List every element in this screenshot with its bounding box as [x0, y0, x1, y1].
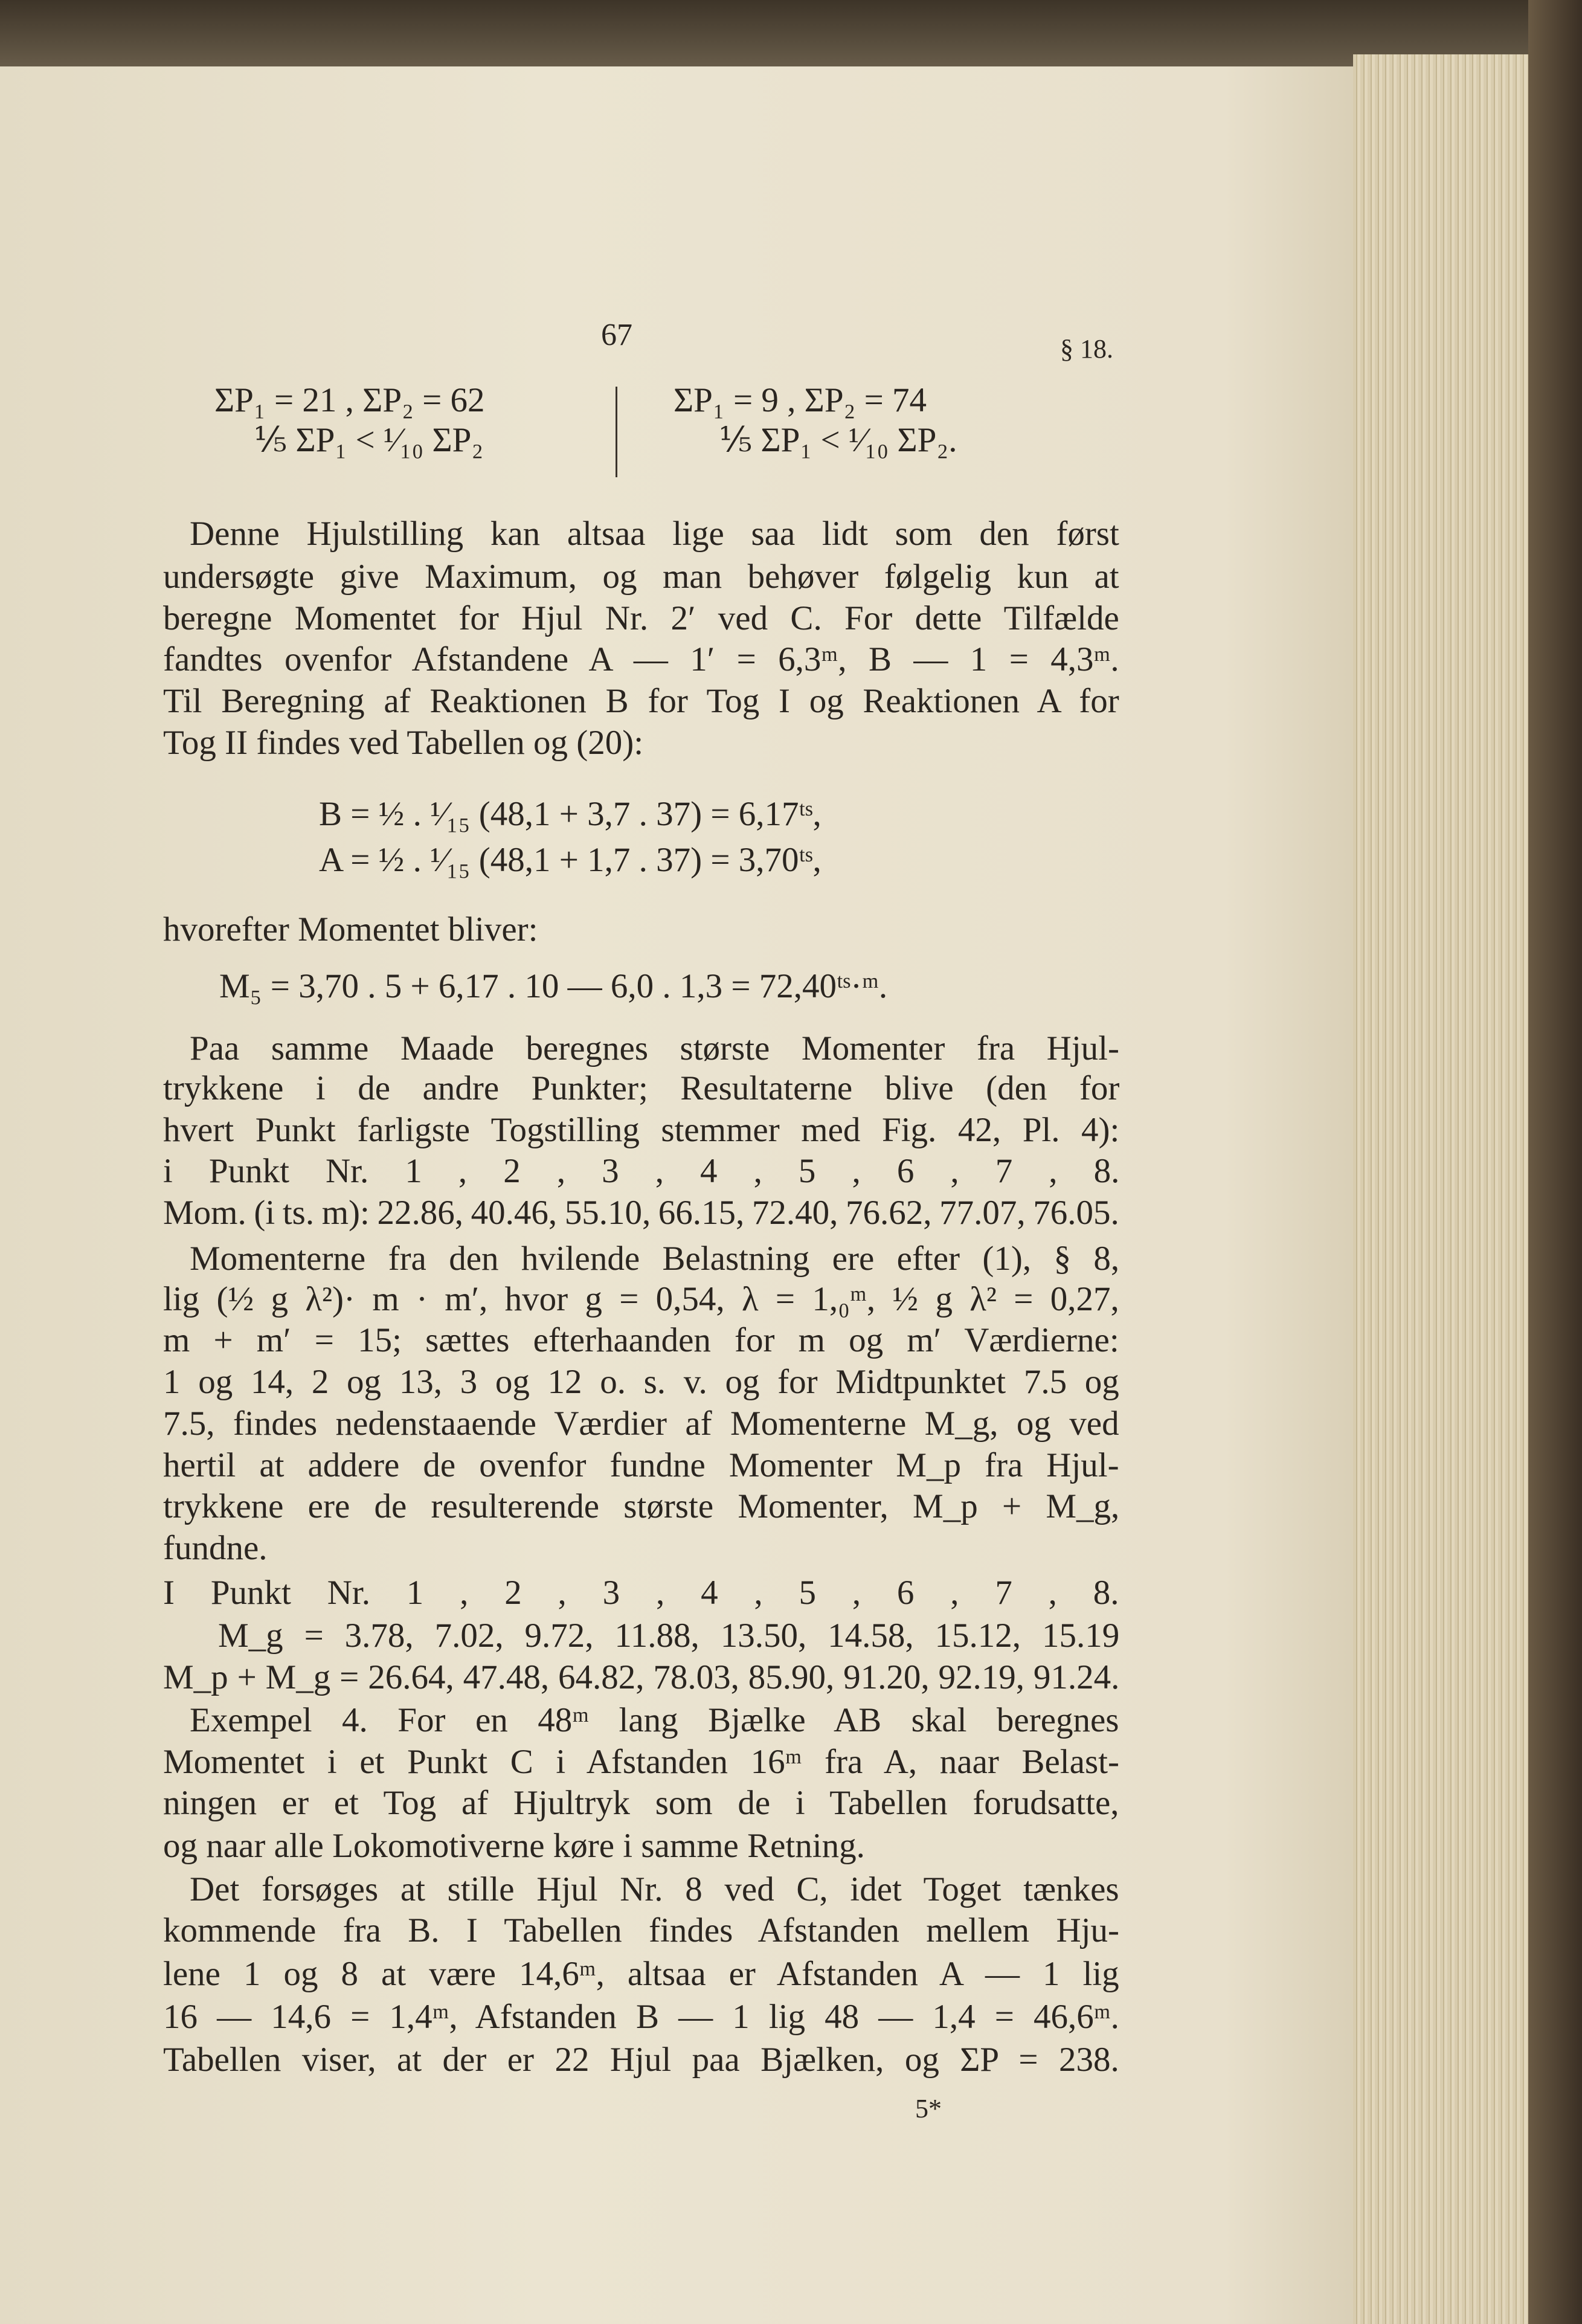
text-line: undersøgte give Maximum, og man behøver følgelig kun at: [163, 558, 1119, 596]
text-line: 7.5, findes nedenstaaende Værdier af Momenterne M_g, og ved: [163, 1405, 1119, 1443]
text-line: i Punkt Nr. 1 , 2 , 3 , 4 , 5 , 6 , 7 , 8.: [163, 1152, 1120, 1190]
page-number: 67: [601, 318, 632, 352]
text-line: hertil at addere de ovenfor fundne Momenter M_p fra Hjul-: [163, 1446, 1119, 1484]
text-line: Tabellen viser, at der er 22 Hjul paa Bjælken, og ΣP = 238.: [163, 2041, 1119, 2079]
text-line: fandtes ovenfor Afstandene A — 1′ = 6,3ᵐ, B — 1 = 4,3ᵐ.: [163, 640, 1119, 678]
text-line: Til Beregning af Reaktionen B for Tog I og Reaktionen A for: [163, 682, 1119, 720]
formula-right-1: ΣP₁ = 9 , ΣP₂ = 74: [674, 381, 927, 419]
text-line: Momentet i et Punkt C i Afstanden 16ᵐ fra A, naar Belast-: [163, 1743, 1119, 1781]
text-line: ningen er et Tog af Hjultryk som de i Tabellen forudsatte,: [163, 1784, 1119, 1822]
section-number: § 18.: [1060, 334, 1113, 364]
text-line: hvert Punkt farligste Togstilling stemmer med Fig. 42, Pl. 4):: [163, 1111, 1120, 1149]
text-line: A = ½ . ¹⁄₁₅ (48,1 + 1,7 . 37) = 3,70ᵗˢ,: [319, 841, 822, 879]
text-line: Tog II findes ved Tabellen og (20):: [163, 724, 644, 762]
text-line: Exempel 4. For en 48ᵐ lang Bjælke AB skal beregnes: [190, 1701, 1119, 1739]
signature-mark: 5*: [915, 2094, 942, 2123]
text-line: 16 — 14,6 = 1,4ᵐ, Afstanden B — 1 lig 48 — 1,4 = 46,6ᵐ.: [163, 1998, 1119, 2036]
text-line: trykkene i de andre Punkter; Resultaterne blive (den for: [163, 1069, 1120, 1107]
formula-left-2: ⅕ ΣP₁ < ¹⁄₁₀ ΣP₂: [254, 421, 484, 459]
formula-right-2: ⅕ ΣP₁ < ¹⁄₁₀ ΣP₂.: [719, 421, 957, 459]
text-line: lene 1 og 8 at være 14,6ᵐ, altsaa er Afstanden A — 1 lig: [163, 1955, 1119, 1993]
text-line: Mom. (i ts. m): 22.86, 40.46, 55.10, 66.15, 72.40, 76.62, 77.07, 76.05.: [163, 1194, 1119, 1232]
text-line: M_g = 3.78, 7.02, 9.72, 11.88, 13.50, 14.58, 15.12, 15.19: [218, 1617, 1120, 1655]
text-line: beregne Momentet for Hjul Nr. 2′ ved C. For dette Tilfælde: [163, 599, 1119, 637]
formula-left-1: ΣP₁ = 21 , ΣP₂ = 62: [214, 381, 485, 419]
text-line: Paa samme Maade beregnes største Momenter fra Hjul-: [190, 1029, 1119, 1067]
text-line: Denne Hjulstilling kan altsaa lige saa lidt som den først: [190, 515, 1119, 553]
text-line: 1 og 14, 2 og 13, 3 og 12 o. s. v. og for Midtpunktet 7.5 og: [163, 1363, 1119, 1401]
text-line: B = ½ . ¹⁄₁₅ (48,1 + 3,7 . 37) = 6,17ᵗˢ,: [319, 795, 822, 833]
text-line: I Punkt Nr. 1 , 2 , 3 , 4 , 5 , 6 , 7 , 8.: [163, 1574, 1119, 1612]
text-line: Momenterne fra den hvilende Belastning ere efter (1), § 8,: [190, 1240, 1120, 1278]
text-line: trykkene ere de resulterende største Momenter, M_p + M_g,: [163, 1487, 1120, 1525]
text-line: M₅ = 3,70 . 5 + 6,17 . 10 — 6,0 . 1,3 = 72,40ᵗˢ·ᵐ.: [219, 967, 888, 1005]
text-line: lig (½ g λ²)· m · m′, hvor g = 0,54, λ = 1,₀ᵐ, ½ g λ² = 0,27,: [163, 1280, 1119, 1318]
text-line: Det forsøges at stille Hjul Nr. 8 ved C, idet Toget tænkes: [190, 1870, 1119, 1908]
formula-divider: [616, 387, 617, 477]
text-line: kommende fra B. I Tabellen findes Afstanden mellem Hju-: [163, 1911, 1120, 1949]
text-line: hvorefter Momentet bliver:: [163, 910, 538, 948]
page-edges: [1353, 54, 1528, 2324]
book-cover-edge: [1528, 0, 1582, 2324]
text-line: og naar alle Lokomotiverne køre i samme Retning.: [163, 1827, 865, 1865]
text-line: M_p + M_g = 26.64, 47.48, 64.82, 78.03, 85.90, 91.20, 92.19, 91.24.: [163, 1658, 1120, 1696]
text-line: m + m′ = 15; sættes efterhaanden for m og m′ Værdierne:: [163, 1321, 1119, 1359]
scan-top-band: [0, 0, 1582, 72]
text-line: fundne.: [163, 1529, 268, 1567]
